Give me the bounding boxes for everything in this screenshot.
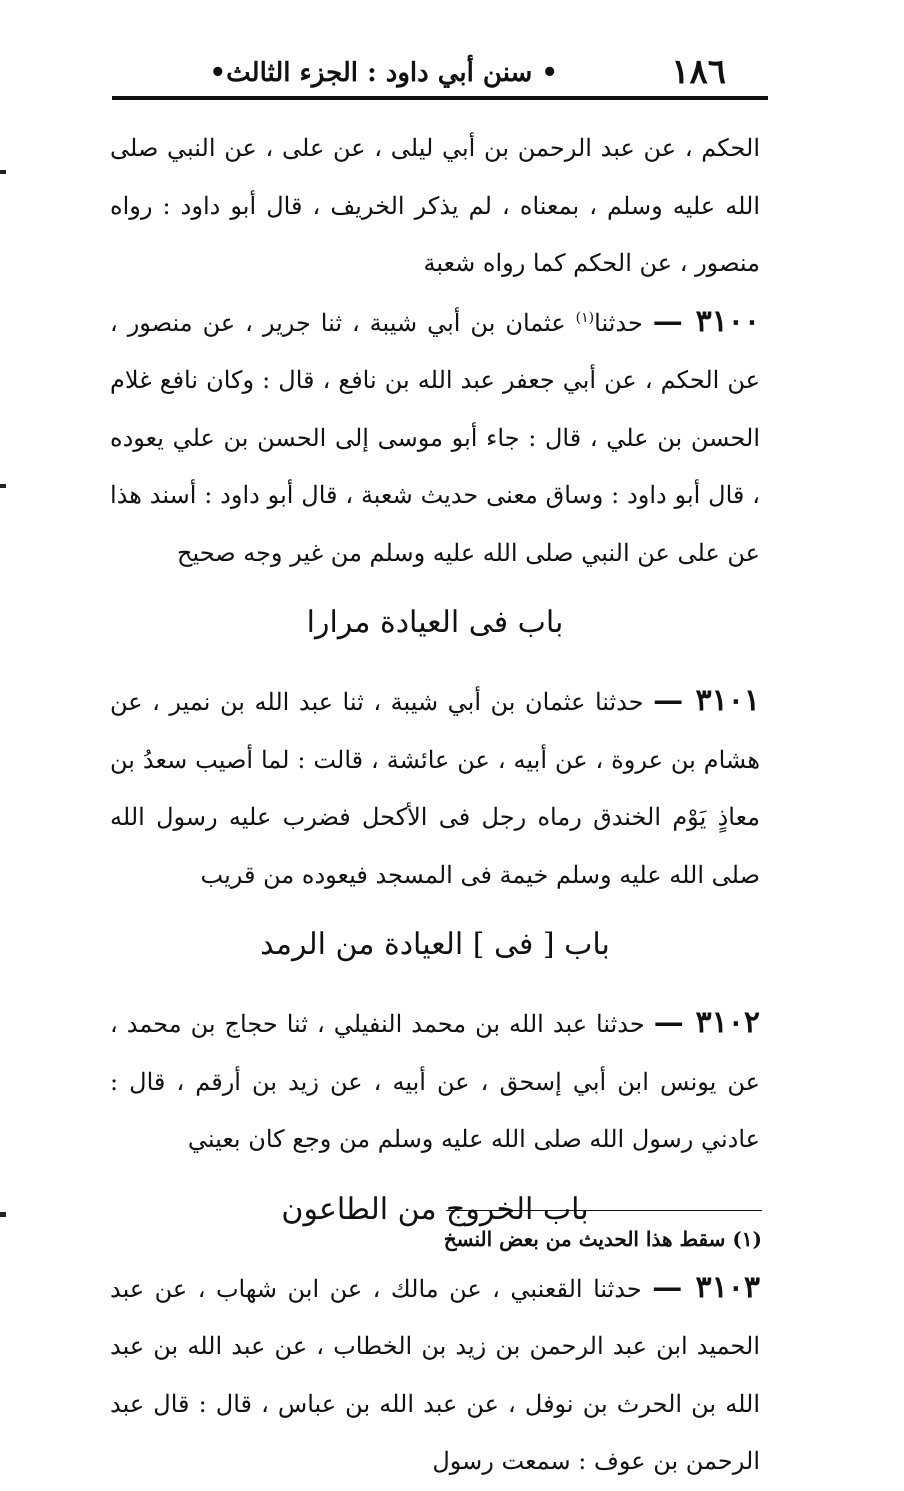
hadith-number: ٣١٠٢ — [653, 1005, 760, 1040]
page-header [112, 50, 768, 94]
hadith-number: ٣١٠٠ — [652, 303, 761, 339]
hadith-number: ٣١٠١ — [653, 683, 760, 718]
margin-mark [0, 1212, 6, 1217]
hadith-text: حدثنا عبد الله بن محمد النفيلي ، ثنا حجاج بن محمد ، عن يونس ابن أبي إسحق ، عن أبيه ، عن زيد بن أرقم ، قال : عادني رسول الله صلى الله عليه وسلم من وجع كان بعيني [110, 1010, 760, 1153]
main-text [110, 120, 760, 1491]
header-rule [112, 96, 768, 100]
hadith-3102 [110, 994, 760, 1169]
chapter-heading: باب فى العيادة مرارا [306, 605, 564, 640]
hadith-text: حدثنا القعنبي ، عن مالك ، عن ابن شهاب ، عن عبد الحميد ابن عبد الرحمن بن زيد بن الخطاب ، عن عبد الله بن عبد الله بن الحرث بن نوفل ، عن عبد الله بن عباس ، قال : قال عبد الرحمن بن عوف : سمعت رسول [110, 1274, 760, 1475]
margin-mark [0, 170, 6, 174]
hadith-3100 [110, 293, 760, 583]
footnote-reference: (١) [575, 309, 595, 326]
hadith-text: حدثنا [594, 308, 653, 337]
hadith-text: عثمان بن أبي شيبة ، ثنا جرير ، عن منصور ، عن الحكم ، عن أبي جعفر عبد الله بن نافع ، قال : وكان نافع غلام الحسن بن علي ، قال : جاء أبو موسى إلى الحسن بن علي يعوده ، قال أبو داود : وساق معنى حديث شعبة ، قال أبو داود : أسند هذا عن على عن النبي صلى الله عليه وسلم من غير وجه صحيح [110, 308, 760, 567]
footnote: (١) سقط هذا الحديث من بعض النسخ [443, 1227, 762, 1251]
hadith-3101 [110, 672, 760, 904]
running-title: • سنن أبي داود : الجزء الثالث• [209, 58, 558, 88]
paragraph-continuation: الحكم ، عن عبد الرحمن بن أبي ليلى ، عن على ، عن النبي صلى الله عليه وسلم ، بمعناه ، لم يذكر الخريف ، قال أبو داود : رواه منصور ، عن الحكم كما رواه شعبة [110, 134, 760, 277]
chapter-heading: باب الخروج من الطاعون [281, 1191, 589, 1227]
chapter-heading: باب [ فى ] العيادة من الرمد [260, 927, 610, 962]
hadith-3103 [110, 1259, 760, 1491]
page-number: ١٨٦ [671, 52, 726, 92]
hadith-number: ٣١٠٣ — [652, 1269, 760, 1305]
footnote-rule [446, 1210, 762, 1211]
hadith-text: حدثنا عثمان بن أبي شيبة ، ثنا عبد الله بن نمير ، عن هشام بن عروة ، عن أبيه ، عن عائشة ، قالت : لما أصيب سعدُ بن معاذٍ يَوْم الخندق رماه رجل فى الأكحل فضرب عليه رسول الله صلى الله عليه وسلم خيمة فى المسجد فيعوده من قريب [110, 688, 760, 889]
margin-mark [0, 484, 6, 488]
